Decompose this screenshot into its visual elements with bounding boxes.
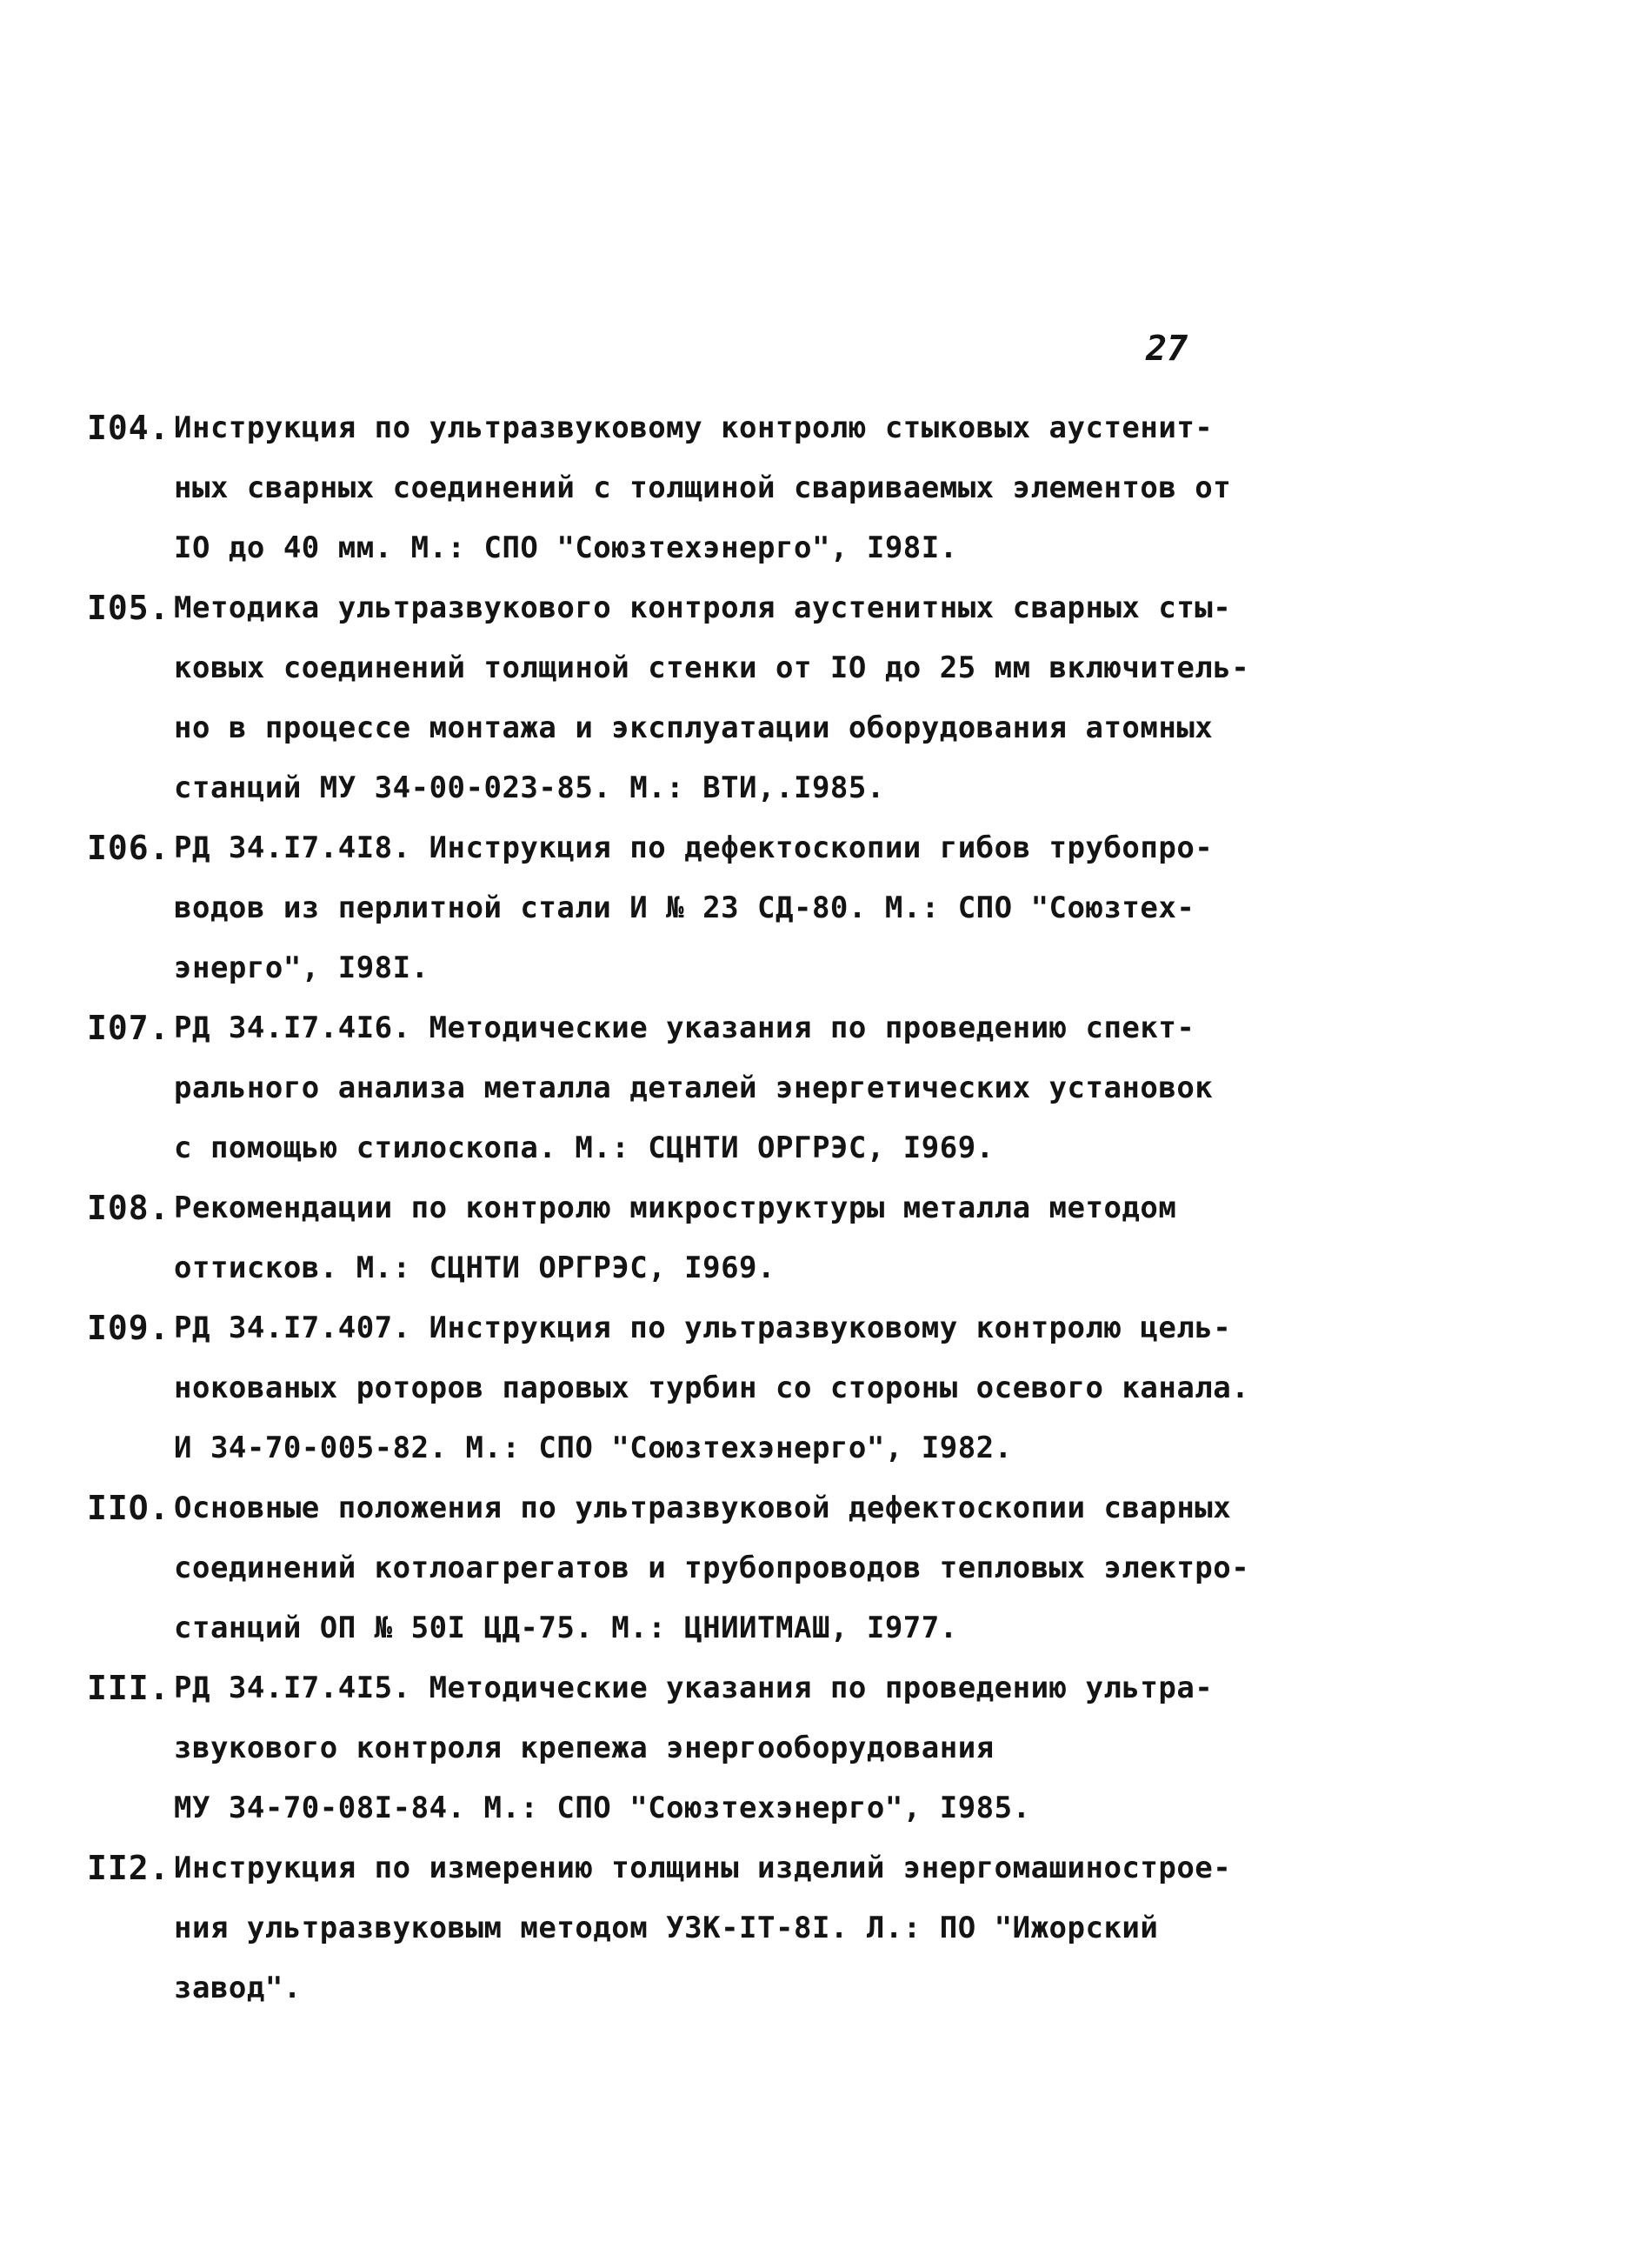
reference-item xyxy=(87,398,1243,578)
reference-item xyxy=(87,818,1243,998)
reference-text-line: РД 34.I7.407. Инструкция по ультразвуковому контролю цель- xyxy=(174,1311,1232,1345)
reference-text-line: соединений котлоагрегатов и трубопроводов тепловых электро- xyxy=(174,1551,1250,1585)
reference-item xyxy=(87,1178,1243,1298)
reference-text-line: ния ультразвуковым методом УЗК-IТ-8I. Л.: ПО "Ижорский xyxy=(174,1911,1159,1945)
page-number: 27 xyxy=(1146,329,1188,369)
reference-text-line: водов из перлитной стали И № 23 СД-80. М.: СПО "Союзтех- xyxy=(174,891,1195,925)
reference-text-line: IO до 40 мм. М.: СПО "Союзтехэнерго", I98I. xyxy=(174,530,958,565)
reference-text-line: с помощью стилоскопа. М.: СЦНТИ ОРГРЭС, I969. xyxy=(174,1131,995,1165)
reference-number: I04. xyxy=(87,409,170,447)
reference-text-line: И 34-70-005-82. М.: СПО "Союзтехэнерго", I982. xyxy=(174,1431,1013,1465)
reference-text-line: РД 34.I7.4I6. Методические указания по проведению спект- xyxy=(174,1011,1195,1045)
reference-item xyxy=(87,1658,1243,1838)
reference-text-line: завод". xyxy=(174,1971,302,2005)
reference-item xyxy=(87,1298,1250,1478)
reference-text-line: Инструкция по ультразвуковому контролю стыковых аустенит- xyxy=(174,410,1214,445)
reference-text-line: энерго", I98I. xyxy=(174,951,429,985)
reference-text-line: Инструкция по измерению толщины изделий энергомашинострое- xyxy=(174,1851,1232,1885)
reference-item xyxy=(87,1838,1243,2018)
reference-number: I07. xyxy=(87,1009,170,1047)
reference-number: III. xyxy=(87,1669,170,1707)
reference-text-line: оттисков. М.: СЦНТИ ОРГРЭС, I969. xyxy=(174,1251,776,1285)
reference-text-line: Рекомендации по контролю микроструктуры металла методом xyxy=(174,1191,1177,1225)
reference-text-line: ковых соединений толщиной стенки от IO до 25 мм включитель- xyxy=(174,650,1250,685)
reference-text-line: РД 34.I7.4I5. Методические указания по проведению ультра- xyxy=(174,1671,1214,1705)
reference-number: I05. xyxy=(87,589,170,627)
reference-number: IIO. xyxy=(87,1489,170,1527)
reference-number: I09. xyxy=(87,1309,170,1347)
reference-text-line: МУ 34-70-08I-84. М.: СПО "Союзтехэнерго", I985. xyxy=(174,1791,1031,1825)
reference-text-line: рального анализа металла деталей энергетических установок xyxy=(174,1071,1214,1105)
reference-text-line: Методика ультразвукового контроля аустенитных сварных сты- xyxy=(174,590,1232,625)
reference-text-line: станций МУ 34-00-023-85. М.: ВТИ,.I985. xyxy=(174,770,885,805)
reference-number: I08. xyxy=(87,1189,170,1227)
reference-text-line: Основные положения по ультразвуковой дефектоскопии сварных xyxy=(174,1491,1232,1525)
reference-number: I06. xyxy=(87,829,170,867)
reference-item xyxy=(87,1478,1250,1658)
reference-list xyxy=(87,398,1250,2018)
reference-text-line: станций ОП № 50I ЦД-75. М.: ЦНИИТМАШ, I977. xyxy=(174,1611,958,1645)
reference-text-line: ных сварных соединений с толщиной свариваемых элементов от xyxy=(174,470,1232,505)
reference-item xyxy=(87,998,1243,1178)
reference-text-line: РД 34.I7.4I8. Инструкция по дефектоскопии гибов трубопро- xyxy=(174,830,1214,865)
reference-number: II2. xyxy=(87,1849,170,1887)
reference-item xyxy=(87,578,1250,818)
reference-text-line: нокованых роторов паровых турбин со стороны осевого канала. xyxy=(174,1371,1250,1405)
reference-text-line: звукового контроля крепежа энергооборудования xyxy=(174,1731,995,1765)
reference-text-line: но в процессе монтажа и эксплуатации оборудования атомных xyxy=(174,710,1214,745)
